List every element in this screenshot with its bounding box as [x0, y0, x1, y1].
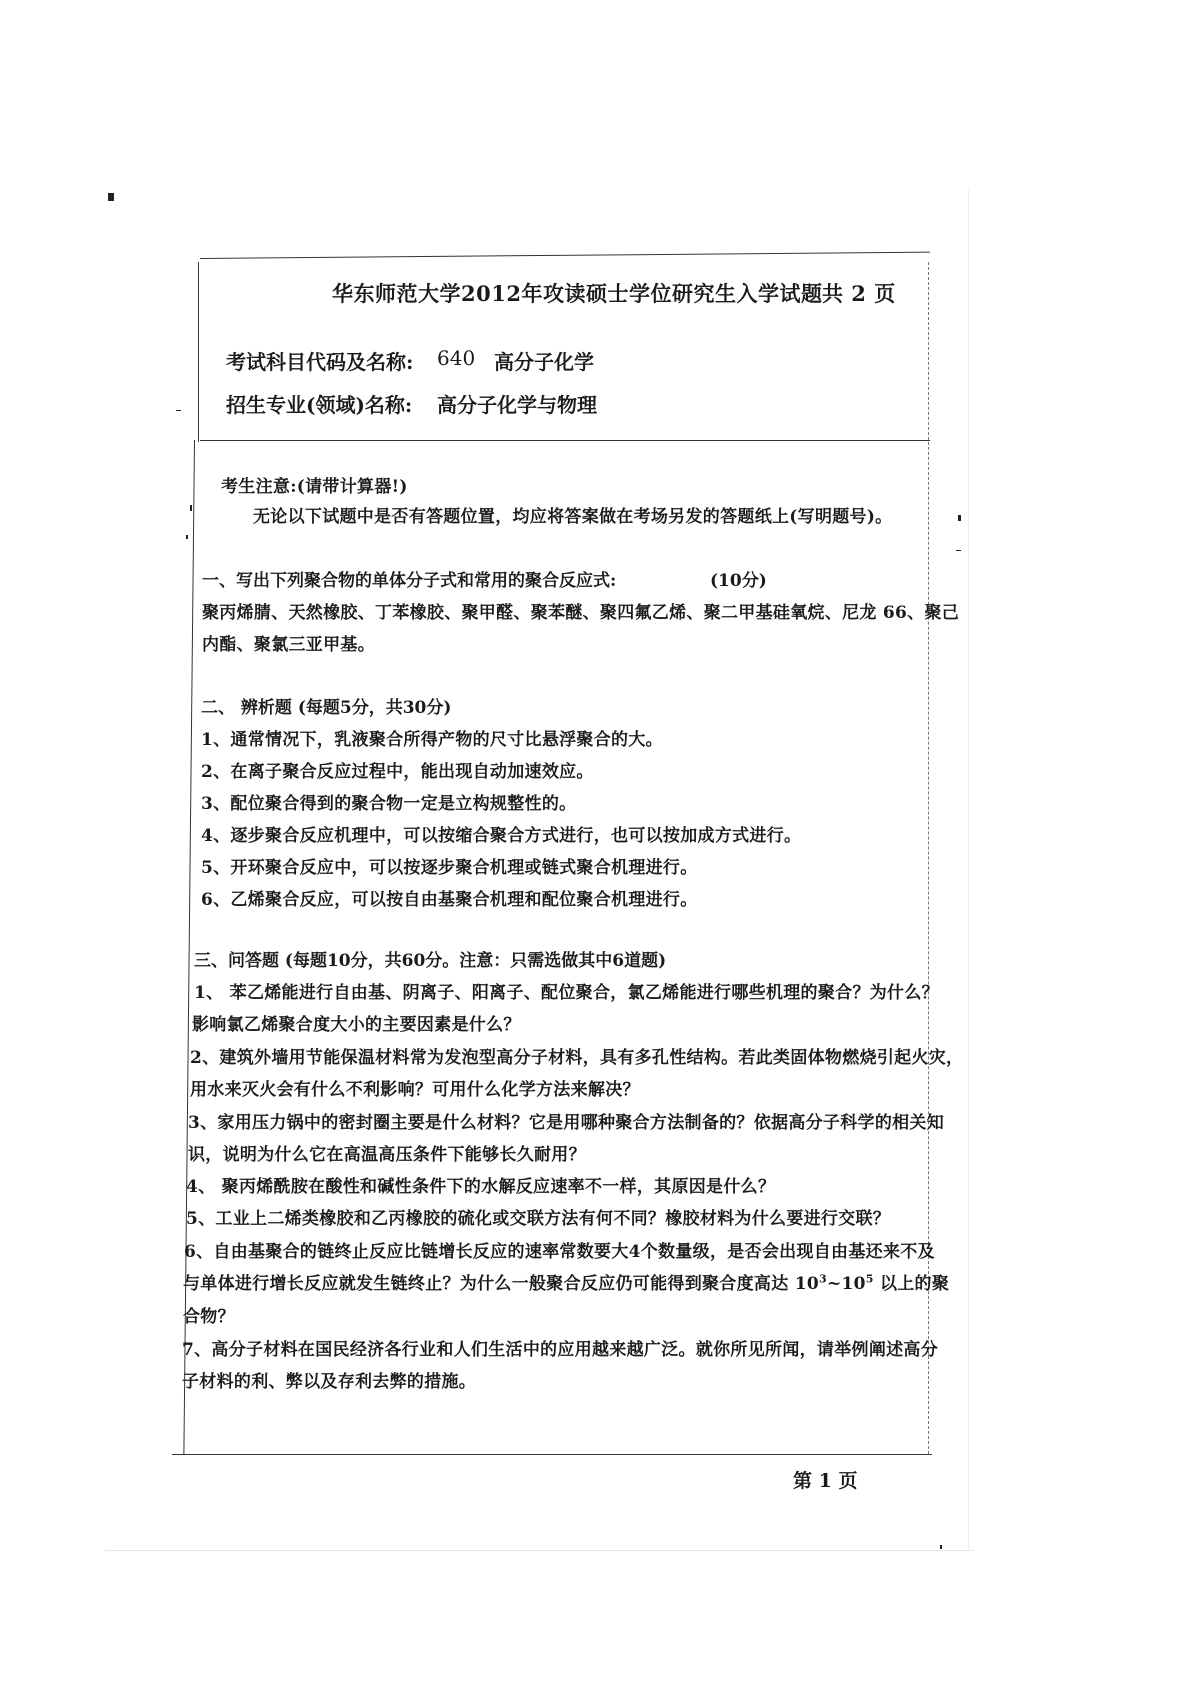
section2-heading: 二、 辨析题 (每题5分，共30分) — [201, 698, 452, 718]
notice-text: 无论以下试题中是否有答题位置，均应将答案做在考场另发的答题纸上(写明题号)。 — [253, 507, 893, 527]
subject-label: 考试科目代码及名称: — [226, 350, 414, 374]
question-2-line2: 用水来灭火会有什么不利影响？可用什么化学方法来解决？ — [190, 1080, 640, 1100]
question-2-line1: 2、建筑外墙用节能保温材料常为发泡型高分子材料，具有多孔性结构。若此类固体物燃烧引起火灾， — [190, 1048, 964, 1068]
section1-score: (10分) — [710, 571, 767, 591]
section1-heading: 一、写出下列聚合物的单体分子式和常用的聚合反应式: — [202, 571, 617, 591]
scan-edge-right — [968, 190, 969, 1550]
question-3-line2: 识，说明为什么它在高温高压条件下能够长久耐用？ — [188, 1145, 586, 1165]
exam-title: 华东师范大学2012年攻读硕士学位研究生入学试题 — [332, 281, 823, 306]
subject-code: 640 — [437, 346, 476, 370]
question-5: 5、工业上二烯类橡胶和乙丙橡胶的硫化或交联方法有何不同？橡胶材料为什么要进行交联？ — [186, 1209, 891, 1229]
question-3-line1: 3、家用压力锅中的密封圈主要是什么材料？它是用哪种聚合方法制备的？依据高分子科学的相关知 — [188, 1113, 945, 1133]
question-7-line1: 7、高分子材料在国民经济各行业和人们生活中的应用越来越广泛。就你所见所闻，请举例阐述高分 — [182, 1340, 939, 1360]
section2-item-1: 1、通常情况下，乳液聚合所得产物的尺寸比悬浮聚合的大。 — [201, 730, 663, 750]
question-7-line2: 子材料的利、弊以及存利去弊的措施。 — [182, 1372, 477, 1392]
frame-bottom-border — [172, 1454, 932, 1455]
question-6-line2: 与单体进行增长反应就发生链终止？为什么一般聚合反应仍可能得到聚合度高达 $10^3\sim 10^5$ 以上的聚 — [183, 1272, 950, 1294]
scan-speck — [108, 193, 114, 201]
total-pages: 共 2 页 — [822, 281, 896, 306]
section2-item-3: 3、配位聚合得到的聚合物一定是立构规整性的。 — [201, 794, 577, 814]
notice-title: 考生注意:(请带计算器!) — [221, 477, 408, 497]
scan-speck — [186, 535, 188, 539]
scan-speck — [958, 515, 961, 521]
section2-item-5: 5、开环聚合反应中，可以按逐步聚合机理或链式聚合机理进行。 — [201, 858, 698, 878]
frame-left-border-header — [198, 262, 199, 442]
scan-speck — [190, 505, 192, 511]
frame-top-border — [200, 252, 930, 259]
question-6-line3: 合物？ — [183, 1307, 235, 1327]
major-name: 高分子化学与物理 — [437, 393, 597, 417]
question-1-line1: 1、 苯乙烯能进行自由基、阴离子、阳离子、配位聚合，氯乙烯能进行哪些机理的聚合？为什么？ — [194, 983, 939, 1003]
scan-speck — [176, 410, 181, 411]
subject-name: 高分子化学 — [494, 350, 594, 374]
scan-speck — [956, 550, 961, 551]
section2-item-2: 2、在离子聚合反应过程中，能出现自动加速效应。 — [201, 762, 594, 782]
question-1-line2: 影响氯乙烯聚合度大小的主要因素是什么？ — [192, 1015, 521, 1035]
section1-line2: 内酯、聚氯三亚甲基。 — [202, 635, 375, 655]
page-number: 第 1 页 — [793, 1470, 858, 1492]
section2-item-6: 6、乙烯聚合反应，可以按自由基聚合机理和配位聚合机理进行。 — [201, 890, 698, 910]
section1-line1: 聚丙烯腈、天然橡胶、丁苯橡胶、聚甲醛、聚苯醚、聚四氟乙烯、聚二甲基硅氧烷、尼龙 66、聚己 — [202, 603, 960, 623]
scan-edge-bottom — [105, 1550, 975, 1551]
section2-item-4: 4、逐步聚合反应机理中，可以按缩合聚合方式进行，也可以按加成方式进行。 — [201, 826, 802, 846]
major-label: 招生专业(领域)名称: — [226, 393, 413, 417]
scan-speck — [940, 1545, 942, 1549]
question-4: 4、 聚丙烯酰胺在酸性和碱性条件下的水解反应速率不一样，其原因是什么？ — [186, 1177, 776, 1197]
header-divider — [200, 440, 930, 441]
question-6-line1: 6、自由基聚合的链终止反应比链增长反应的速率常数要大4个数量级，是否会出现自由基还来不及 — [184, 1242, 935, 1262]
section3-heading: 三、问答题 (每题10分，共60分。注意：只需选做其中6道题) — [194, 951, 667, 971]
